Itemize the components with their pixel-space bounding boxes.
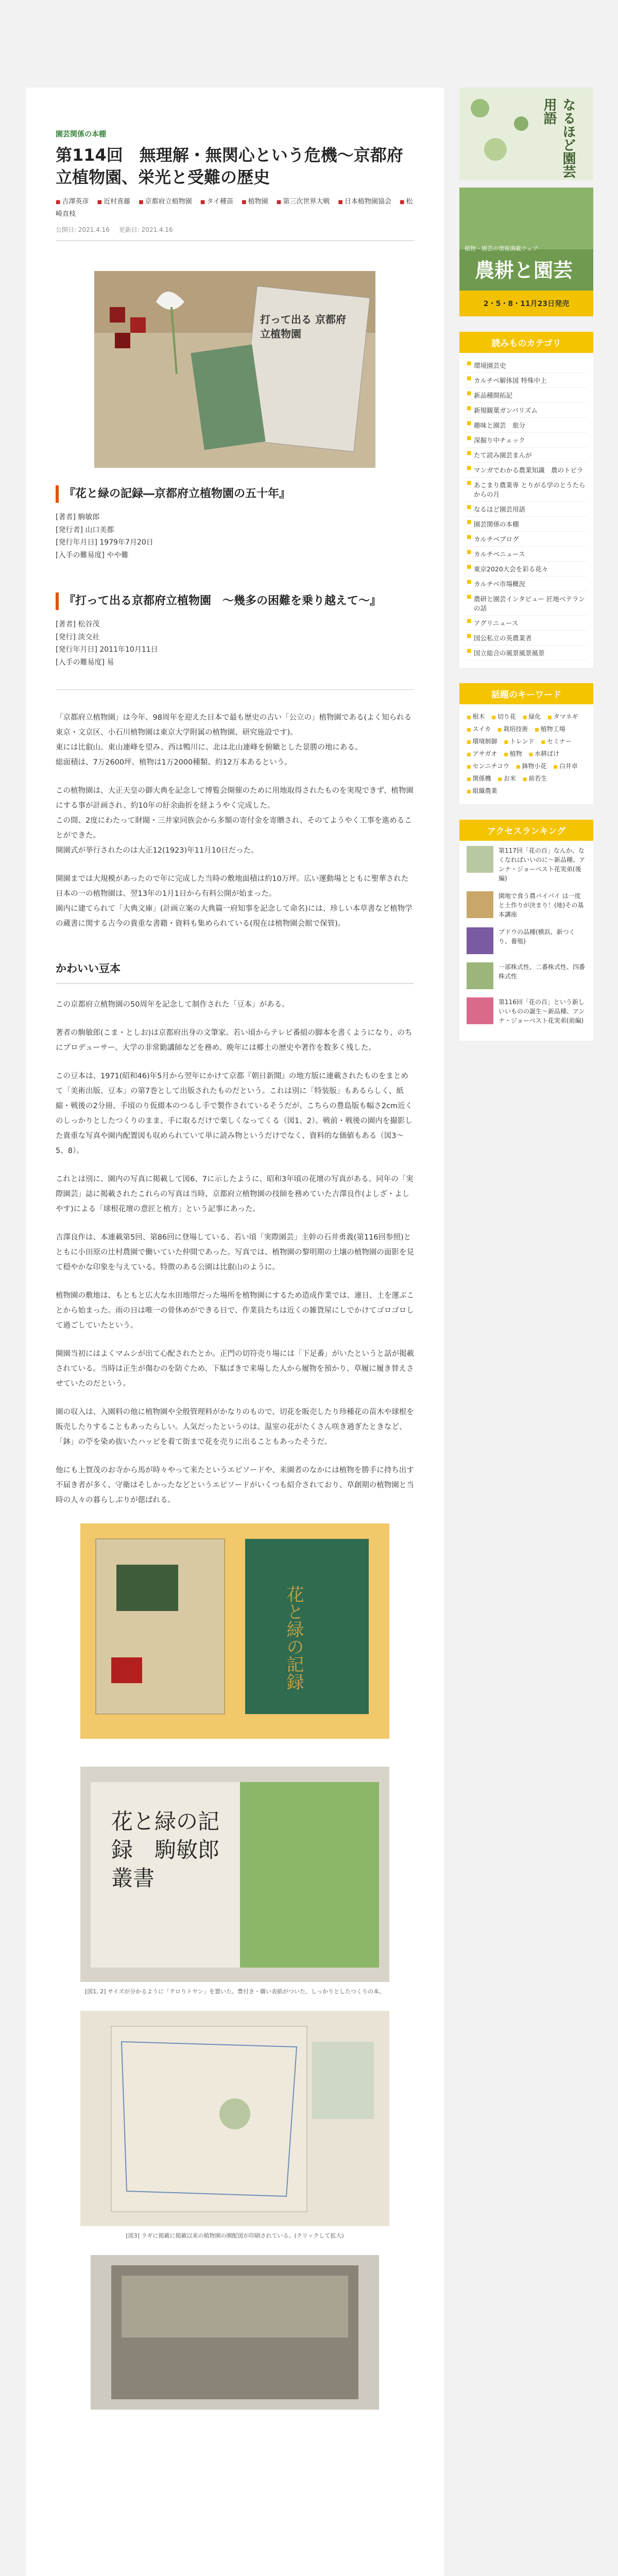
keyword-item[interactable]: ■ 関係機 [467,775,491,782]
sidebar [459,88,593,1041]
keyword-item[interactable]: ■ 環境制御 [467,738,497,745]
book2-info [56,618,414,669]
tag-item[interactable]: ■ 近村喜藤 [97,198,130,206]
old-photo-illustration [91,2255,379,2410]
category-item[interactable]: ■ 深掘り中チェック [467,433,586,448]
divider [56,689,414,690]
book-cover-illustration [80,1523,389,1739]
book1-author: [著者] 駒敏郎 [56,513,100,522]
category-list [459,353,593,660]
banner2-title: 農耕と園芸 [475,259,573,282]
keyword-box [459,683,593,804]
category-item[interactable]: ■ 国公私立の英農業者 [467,631,586,646]
category-item[interactable]: ■ たて読み園芸まんが [467,448,586,463]
ranking-thumbnail [467,962,493,989]
tag-item[interactable]: ■ 吉澤英彦 [56,198,89,206]
paragraph: 他にも上賀茂のお寺から馬が時々やって来たというエピソードや、来園者のなかには植物を勝手に持ち出す不届き者が多く、守衛はそしかったなどというエピソードがいくつも紹介されており、草創期の植物園と当時の人々の暮らしぶりが偲ばれる。 [56,1466,414,1505]
paragraph: 「京都府立植物園」は今年、98周年を迎えた日本で最も歴史の古い「公立の」植物園である(よく知られる東京・文京区、小石川植物園は東京大学附属の植物園、研究施設です)。 [56,714,412,737]
ranking-thumbnail [467,891,493,918]
book-inner-text: 花と緑の記録 駒敏郎叢書 [111,1809,220,1891]
category-item[interactable]: ■ カルチベプログ [467,532,586,547]
keyword-item[interactable]: ■ 組織農業 [467,787,497,794]
category-item[interactable]: ■ 農研と園芸インタビュー 匠地ベテランの話 [467,591,586,616]
paragraph: 植物園の敷地は、もともと広大な水田地帯だった場所を植物園にするため造成作業では、連日、土を運ぶことから始まった。雨の日は唯一の骨休めができる日で、作業員たちは近くの雑貨屋にしでかけてゴロゴロして過ごしていたという。 [56,1292,414,1330]
tag-item[interactable]: ■ 松崎直枝 [56,198,413,217]
tag-item[interactable]: ■ 日本植物園協会 [338,198,391,206]
book2-difficulty: [入手の難易度] 易 [56,658,114,667]
tag-item[interactable]: ■ タイ種苗 [200,198,233,206]
ranking-list [459,841,593,1025]
book2-author: [著者] 松谷茂 [56,620,100,629]
article-category[interactable]: 園芸関係の本棚 [56,130,106,139]
paragraph: 吉澤良作は、本連載第5回、第86回に登場している、若い頃「実際園芸」主幹の石井勇義(第116回参照)とともに小田原の辻村農園で働いていた仲間であった。写真では、植物園の黎明期の土壌の植物園の面影を見て穏やかな印象を与えている。特徴のある公園は比叡山のように。 [56,1233,414,1272]
ranking-thumbnail [467,997,493,1024]
keyword-item[interactable]: ■ セミナー [541,738,572,745]
book2-title: 『打って出る京都府立植物園 ～幾多の困難を乗り越えて～』 [56,592,414,610]
published-date: 公開日: 2021.4.16 [56,226,110,234]
keyword-list [459,704,593,797]
category-box [459,332,593,668]
ranking-item[interactable] [467,997,586,1025]
paragraph: 開園当初にはよくマムシが出て心配されたとか。正門の切符売り場には「下足番」がいたというと話が掲載されている。当時は正生が傷むのを防ぐため、下駄ばきで来場した人から履物を預かり、草履に履き替えさせていたのだという。 [56,1350,414,1388]
paragraph: これとは別に、園内の写真に掲載して図6、7に示したように、昭和3年頃の花壇の写真がある。同年の「実際園芸」誌に掲載されたこれらの写真は当時、京都府立植物園の技師を務めていた吉澤良作(よしざ・よしやす)による「球根花壇の意匠と植方」という記事にあった。 [56,1175,414,1214]
category-item[interactable]: ■ カルチベ解体図 特殊中上 [467,373,586,388]
ranking-item[interactable] [467,962,586,989]
keyword-item[interactable]: ■ アサガオ [467,750,497,757]
old-photo [91,2255,379,2410]
keyword-item[interactable]: ■ お米 [497,775,516,782]
tag-item[interactable]: ■ 植物園 [242,198,268,206]
category-item[interactable]: ■ 新品種開拓記 [467,388,586,403]
banner2-sub: 植物・園芸の情報満載ウェブ [465,245,538,252]
keyword-item[interactable]: ■ 水耕ばけ [528,750,559,757]
figure-caption: [図3] ラギに掲載に掲載以来の植物園の園配図が印刷されている。(クリックして拡大) [126,2232,344,2240]
ranking-heading: アクセスランキング [459,820,593,841]
book2-date: [発行年月日] 2011年10月11日 [56,646,158,654]
hero-illustration [94,271,375,468]
ranking-box [459,820,593,1041]
category-item[interactable]: ■ マンガでわかる農業知識 農のトピラ [467,463,586,478]
map-photo[interactable] [80,2011,389,2226]
magazine-banner[interactable] [459,188,593,316]
book1-difficulty: [入手の難易度] やや難 [56,551,129,560]
ranking-thumbnail [467,927,493,954]
page-title: 第114回 無理解・無関心という危機〜京都府立植物園、栄光と受難の歴史 [56,145,403,188]
section-text [56,997,414,1508]
category-item[interactable]: ■ 趣味と園芸 旅分 [467,418,586,433]
hero-book-title: 打って出る 京都府立植物園 [260,313,346,341]
keyword-item[interactable]: ■ スイカ [467,725,491,733]
category-item[interactable]: ■ 園芸関係の本棚 [467,517,586,532]
ranking-title: 一部株式性、二番株式性、四番株式性 [499,963,586,980]
keyword-item[interactable]: ■ 緑化 [523,713,541,720]
category-item[interactable]: ■ アグリニュース [467,616,586,631]
keyword-item[interactable]: ■ 前若生 [523,775,547,782]
keyword-item[interactable]: ■ トレンド [504,738,534,745]
keyword-item[interactable]: ■ 根木 [467,713,485,720]
ranking-title: 第116回「花の百」という新しいいものの誕生〜新品種、アンナ・ジョーベスト花実弟(前編) [499,998,585,1024]
book1-title: 『花と緑の記録―京都府立植物園の五十年』 [56,485,414,503]
ranking-thumbnail [467,846,493,873]
keyword-item[interactable]: ■ 白井卓 [553,762,578,770]
book-photo-2 [80,1767,389,1982]
tag-item[interactable]: ■ 京都府立植物園 [139,198,192,206]
ranking-item[interactable] [467,891,586,919]
hero-image [94,271,375,468]
ranking-title: 園地で食う農バイパイ は一度と土作りが決まり！(地)その基本講座 [499,892,584,918]
keyword-item[interactable]: ■ 切り花 [491,713,516,720]
category-heading: 読みものカテゴリ [459,332,593,353]
ranking-item[interactable] [467,927,586,954]
book1-info [56,511,414,562]
ranking-title: 第117回「花の百」なんか、なくなればいいのに〜新品種、アンナ・ジョーベスト花実弟(後編) [499,847,586,882]
category-item[interactable]: ■ あこまり農業専 とりがる学のとうたらからの月 [467,478,586,502]
garden-map-illustration [80,2011,389,2226]
ranking-item[interactable] [467,846,586,883]
category-item[interactable]: ■ 東京2020大会を彩る花々 [467,562,586,577]
paragraph: この植物園は、大正天皇の御大典を記念して博覧会開催のために用地取得されたものを実現できず、植物園にする事が計画され、約10年の紆余曲折を経ようやく完成した。 [56,787,414,810]
updated-date: 更新日: 2021.4.16 [118,226,173,234]
paragraph: 園の収入は、入園料の他に植物園や全般管理料がかなりのもので、切花を販売したり珍種花の苗木や球根を販売したりすることもあったらしい。人気だったというのは、温室の花がたくさん咲き過ぎたときなど、「鉢」の苧を染め抜いたハッピを着て街まで花を売りに出ることもあったそうだ。 [56,1408,414,1447]
category-item[interactable]: ■ カルチベ市場概況 [467,577,586,591]
book-spine-text: 花と緑の記録 [283,1585,304,1691]
paragraph: 園内に建てられて「大典文庫」(計画立案の大典篇一府知事を記念して命名)には、珍しい本草書など植物学の蔵書に関する古今の貴重な書籍・資料も集められている(現在は植物園会館で保管)。 [56,905,413,928]
banner-title: なるほど園芸用語 [541,98,576,178]
paragraph: 著者の駒敏郎(こま・としお)は京都府出身の文筆家。若い頃からテレビ番組の脚本を書くようになり、のちにプロデューサー、大学の非常勤講師などを務め、晩年には郷土の歴史や著作を数多く残した。 [56,1029,413,1053]
category-item[interactable]: ■ なるほど園芸用語 [467,502,586,517]
keyword-heading: 話題のキーワード [459,683,593,704]
paragraph: 東には比叡山、東山連峰を望み、西は鴨川に、北は北山連峰を俯瞰とした景勝の地にある。 [56,743,363,752]
keyword-item[interactable]: ■ 植物 [504,750,522,757]
figure-caption: [図1, 2] サイズが分かるように「テロりトヤン」を置いた。豊付き・織い表紙がついた、しっかりとしたつくりの本。 [84,1988,385,1995]
keyword-item[interactable]: ■ 鉢物小花 [516,762,547,770]
category-item[interactable]: ■ 国立総合の風景風景風景 [467,646,586,660]
book1-publisher: [発行者] 山口美都 [56,526,114,534]
ranking-title: ブドウの品種(横浜、新つくり、養殖) [499,928,575,945]
article-dates [56,225,414,241]
book2-publisher: [発行] 淡交社 [56,633,100,641]
keyword-item[interactable]: ■ センニチコウ [467,762,509,770]
book1-date: [発行年月日] 1979年7月20日 [56,538,153,547]
glossary-banner[interactable] [459,88,593,180]
category-item[interactable]: ■ カルチベニュース [467,547,586,562]
keyword-item[interactable]: ■ 植物工場 [535,725,565,733]
paragraph: 開園までは大規模があったので年に完成した当時の敷地面積は約10万坪。広い運動場とともに聖華された日本の一の植物園は、翌13年の1月1日から有料公開が始まった。 [56,875,409,899]
intro-text [56,710,414,931]
category-item[interactable]: ■ 環境園芸史 [467,358,586,373]
keyword-item[interactable]: ■ 栽培技術 [497,725,528,733]
paragraph: この間、2度にわたって財閥・三井家同族会から多額の寄付金を寄贈され、そのてようやく工事を進めることができた。 [56,817,412,840]
book-photo-1 [80,1523,389,1739]
keyword-item[interactable]: ■ タマネギ [547,713,578,720]
tag-item[interactable]: ■ 第三次世界大戦 [277,198,330,206]
paragraph: この京都府立植物園の50周年を記念して制作された「豆本」がある。 [56,1001,289,1009]
banner2-date: 2・5・8・11月23日発売 [483,300,570,308]
paragraph: 総面積は、7万2600坪、植物は1万2000種類、約12万本あるという。 [56,758,292,767]
paragraph: 開園式が挙行されたのは大正12(1923)年11月10日だった。 [56,846,259,855]
tag-list [56,196,414,220]
article-main [26,88,444,2576]
section-heading: かわいい豆本 [56,960,414,984]
category-item[interactable]: ■ 新規観葉ガンバリズム [467,403,586,418]
paragraph: この豆本は、1971(昭和46)年5月から翌年にかけて京都『朝日新聞』の地方版に連載されたものをまとめて「美術出版、豆本」の第7巻として出版されたものだという。これは別に「特装版」もあるらしく、紙縮・戦後の2分冊、手頃のり仮綴本のつるし手で製作されているそうだが、こちらの豊島版も幅さ2cm近くのしっかりとしたつくりのまま、手に取るだけで楽しくなってくる（図1、2）。戦前・戦後の園内を撮影した貴重な写真や園内配置図も収められていて単に読み物というだけでなく、資料的な価値もある（図3〜5、8）。 [56,1072,413,1156]
